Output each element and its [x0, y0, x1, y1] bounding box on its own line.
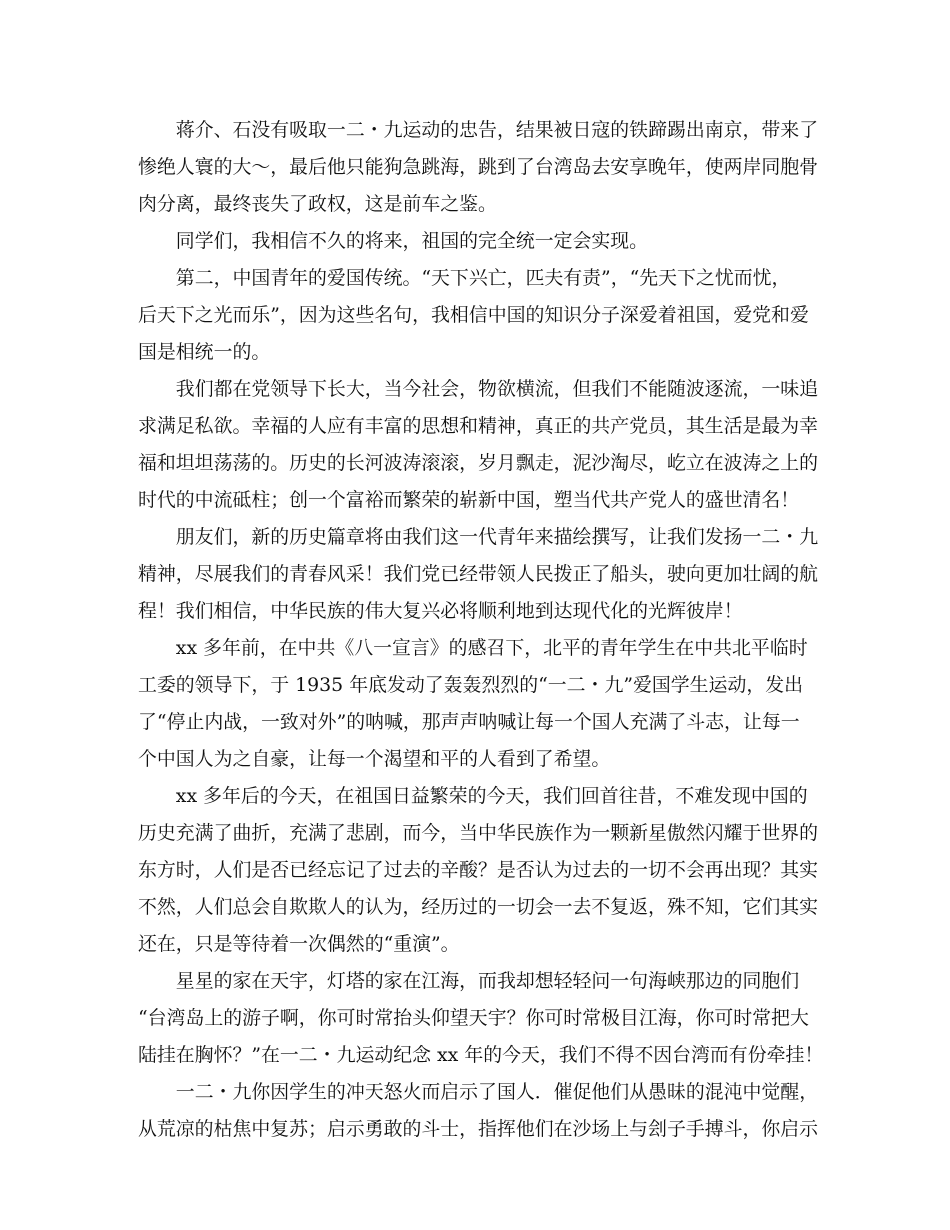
text-line: 从荒凉的枯焦中复苏；启示勇敢的斗士，指挥他们在沙场上与刽子手搏斗，你启示: [138, 1118, 819, 1140]
text-line: 不然，人们总会自欺欺人的认为，经历过的一切会一去不复返，殊不知，它们其实: [138, 896, 819, 918]
paragraph-3: [138, 260, 818, 371]
text-line: xx 多年后的今天，在祖国日益繁荣的今天，我们回首往昔，不难发现中国的: [175, 785, 808, 807]
paragraph-9: [138, 1074, 818, 1148]
paragraph-4: [138, 371, 818, 519]
text-line: “台湾岛上的游子啊，你可时常抬头仰望天宇？你可时常极目江海，你可时常把大: [138, 1007, 809, 1029]
text-line: 蒋介、石没有吸取一二・九运动的忠告，结果被日寇的铁蹄踢出南京，带来了: [175, 119, 819, 141]
paragraph-5: [138, 519, 818, 630]
text-line: 时代的中流砥柱；创一个富裕而繁荣的崭新中国，塑当代共产党人的盛世清名！: [138, 489, 800, 511]
text-line: 东方时，人们是否已经忘记了过去的辛酸？是否认为过去的一切不会再出现？其实: [138, 859, 819, 881]
text-line: 国是相统一的。: [138, 341, 271, 363]
paragraph-6: [138, 630, 818, 778]
text-line: 还在，只是等待着一次偶然的“重演”。: [138, 933, 460, 955]
text-line: xx 多年前，在中共《八一宣言》的感召下，北平的青年学生在中共北平临时: [175, 637, 808, 659]
text-line: 个中国人为之自豪，让每一个渴望和平的人看到了希望。: [138, 748, 611, 770]
text-line: 惨绝人寰的大～，最后他只能狗急跳海，跳到了台湾岛去安享晚年，使两岸同胞骨: [138, 156, 819, 178]
paragraph-1: [138, 112, 818, 223]
text-line: 同学们，我相信不久的将来，祖国的完全统一定会实现。: [175, 230, 649, 252]
text-line: 福和坦坦荡荡的。历史的长河波涛滚滚，岁月飘走，泥沙淘尽，屹立在波涛之上的: [138, 452, 819, 474]
text-line: 陆挂在胸怀？”在一二・九运动纪念 xx 年的今天，我们不得不因台湾而有份牵挂！: [138, 1044, 824, 1066]
text-line: 后天下之光而乐”，因为这些名句，我相信中国的知识分子深爱着祖国，爱党和爱: [138, 304, 809, 326]
document-body: [138, 112, 824, 1148]
text-line: 工委的领导下，于 1935 年底发动了轰轰烈烈的“一二・九”爱国学生运动，发出: [138, 674, 804, 696]
text-line: 求满足私欲。幸福的人应有丰富的思想和精神，真正的共产党员，其生活是最为幸: [138, 415, 819, 437]
text-line: 肉分离，最终丧失了政权，这是前车之鉴。: [138, 193, 497, 215]
text-line: 星星的家在天宇，灯塔的家在江海，而我却想轻轻问一句海峡那边的同胞们: [175, 970, 800, 992]
text-line: 朋友们，新的历史篇章将由我们这一代青年来描绘撰写，让我们发扬一二・九: [175, 526, 819, 548]
paragraph-2: [138, 223, 818, 260]
text-line: 第二，中国青年的爱国传统。“天下兴亡，匹夫有责”，“先天下之忧而忧，: [175, 267, 791, 289]
text-line: 一二・九你因学生的冲天怒火而启示了国人．催促他们从愚昧的混沌中觉醒，: [175, 1081, 819, 1103]
text-line: 历史充满了曲折，充满了悲剧，而今，当中华民族作为一颗新星傲然闪耀于世界的: [138, 822, 819, 844]
text-line: 我们都在党领导下长大，当今社会，物欲横流，但我们不能随波逐流，一味追: [175, 378, 819, 400]
paragraph-7: [138, 778, 818, 963]
paragraph-8: [138, 963, 824, 1074]
text-line: 了“停止内战，一致对外”的呐喊，那声声呐喊让每一个国人充满了斗志，让每一: [138, 711, 800, 733]
text-line: 精神，尽展我们的青春风采！我们党已经带领人民拨正了船头，驶向更加壮阔的航: [138, 563, 819, 585]
text-line: 程！我们相信，中华民族的伟大复兴必将顺利地到达现代化的光辉彼岸！: [138, 600, 743, 622]
